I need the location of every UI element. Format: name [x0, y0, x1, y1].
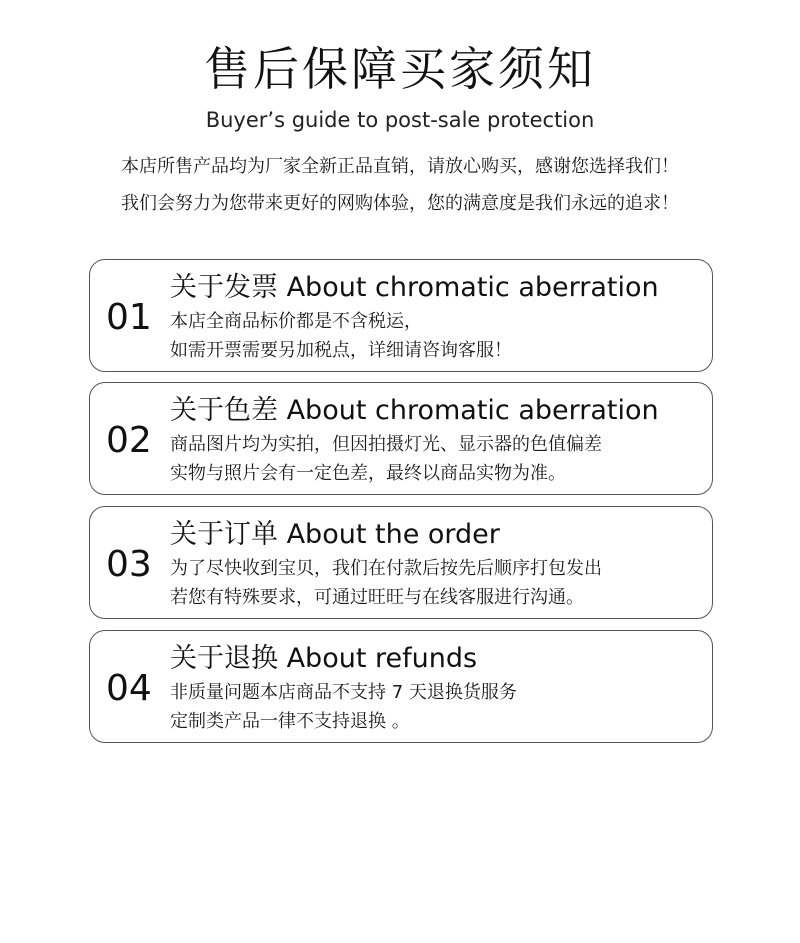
- section-heading: 关于退换 About refunds: [170, 643, 478, 674]
- section-text: 若您有特殊要求，可通过旺旺与在线客服进行沟通。: [170, 587, 584, 608]
- section-text: 实物与照片会有一定色差，最终以商品实物为准。: [170, 463, 566, 484]
- intro-line: 本店所售产品均为厂家全新正品直销，请放心购买，感谢您选择我们！: [121, 156, 679, 177]
- section-card-refunds: [89, 630, 713, 743]
- section-text: 定制类产品一律不支持退换 。: [170, 711, 410, 732]
- section-text: 如需开票需要另加税点，详细请咨询客服！: [170, 340, 512, 361]
- page-title: 售后保障买家须知: [204, 42, 596, 96]
- section-number: 04: [106, 668, 152, 709]
- section-text: 商品图片均为实拍，但因拍摄灯光、显示器的色值偏差: [170, 434, 602, 455]
- section-card-order: [89, 506, 713, 619]
- section-heading: 关于色差 About chromatic aberration: [170, 395, 659, 426]
- page-subtitle: Buyer’s guide to post-sale protection: [205, 108, 595, 132]
- section-heading: 关于发票 About chromatic aberration: [170, 272, 659, 303]
- section-number: 02: [106, 420, 152, 461]
- section-card-invoice: [89, 259, 713, 372]
- section-number: 03: [106, 544, 152, 585]
- section-heading: 关于订单 About the order: [170, 519, 500, 550]
- section-number: 01: [106, 297, 152, 338]
- section-text: 本店全商品标价都是不含税运，: [170, 311, 422, 332]
- section-card-color-difference: [89, 382, 713, 495]
- section-text: 为了尽快收到宝贝，我们在付款后按先后顺序打包发出: [170, 558, 602, 579]
- section-text: 非质量问题本店商品不支持 7 天退换货服务: [170, 682, 517, 703]
- intro-line: 我们会努力为您带来更好的网购体验，您的满意度是我们永远的追求！: [121, 193, 679, 214]
